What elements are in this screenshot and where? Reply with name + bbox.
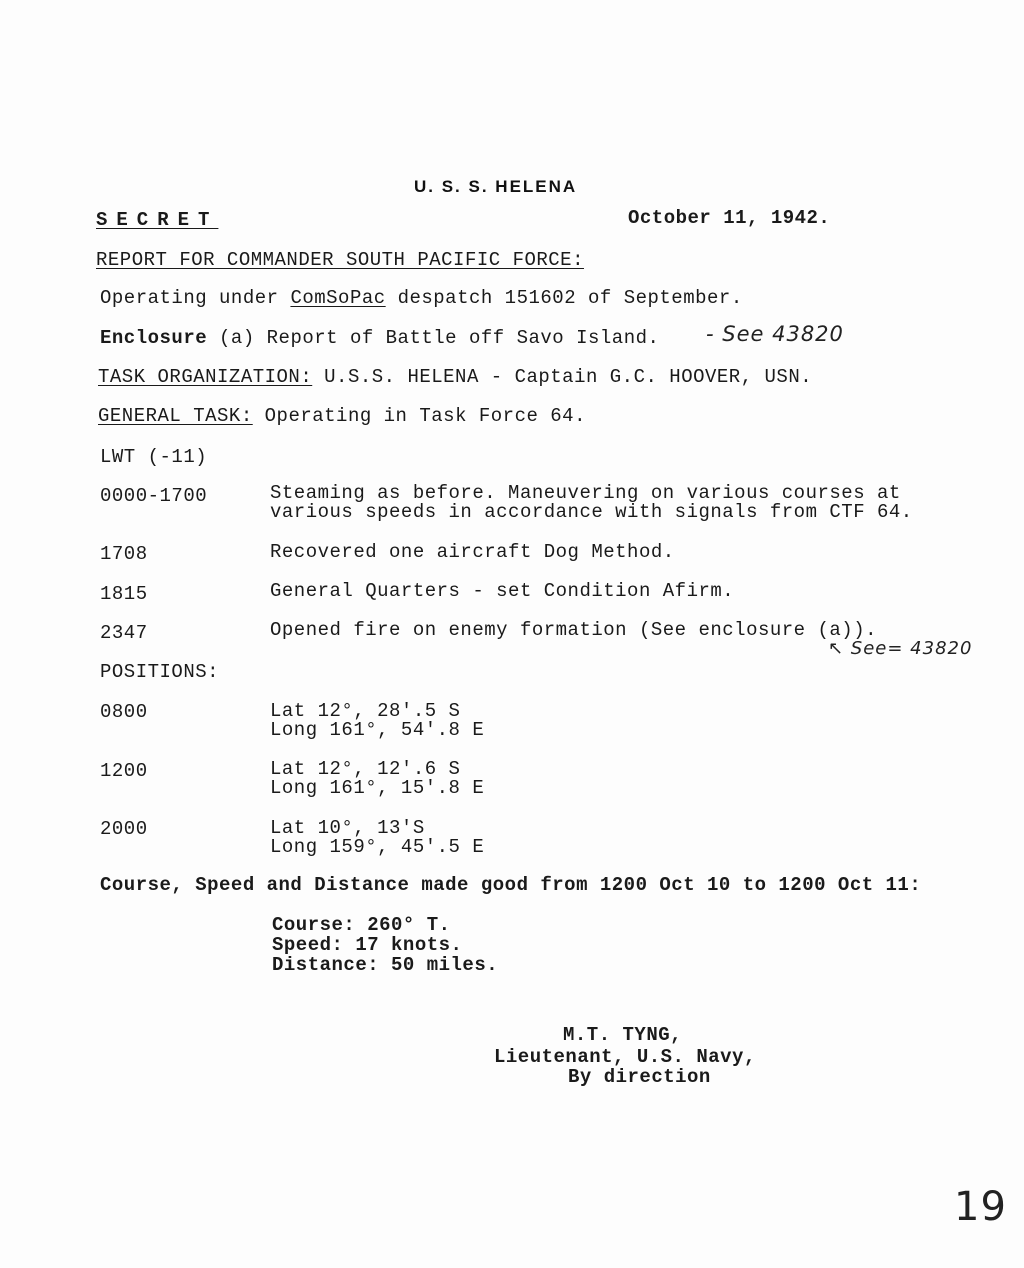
ship-title: U. S. S. HELENA <box>414 177 578 196</box>
classification-marking: SECRET <box>96 209 219 231</box>
page-number: 19 <box>954 1184 1007 1230</box>
log-time: 0000-1700 <box>100 485 208 507</box>
task-organization-label: TASK ORGANIZATION: <box>98 366 313 388</box>
enclosure-label: Enclosure <box>100 327 208 349</box>
operating-suffix: despatch 151602 of September. <box>397 287 743 309</box>
position-long: Long 159°, 45'.5 E <box>270 836 485 858</box>
position-lat: Lat 12°, 12'.6 S <box>270 758 461 780</box>
distance-value: Distance: 50 miles. <box>272 954 499 976</box>
signature-authority: By direction <box>568 1066 711 1088</box>
document-date: October 11, 1942. <box>628 207 831 229</box>
enclosure-line <box>100 327 659 349</box>
handwritten-reference: ↖ See= 43820 <box>828 638 973 659</box>
general-task-label: GENERAL TASK: <box>98 405 253 427</box>
log-time: 1815 <box>100 583 148 605</box>
speed-value: Speed: 17 knots. <box>272 934 463 956</box>
position-long: Long 161°, 54'.8 E <box>270 719 485 741</box>
operating-authority: ComSoPac <box>290 287 386 309</box>
task-organization-text: U.S.S. HELENA - Captain G.C. HOOVER, USN. <box>324 366 813 388</box>
log-time: 2347 <box>100 622 148 644</box>
position-time: 1200 <box>100 760 148 782</box>
operating-line <box>100 287 743 309</box>
enclosure-text: (a) Report of Battle off Savo Island. <box>219 327 660 349</box>
task-organization-line <box>98 366 812 388</box>
operating-prefix: Operating under <box>100 287 279 309</box>
time-zone: LWT (-11) <box>100 446 208 468</box>
position-time: 2000 <box>100 818 148 840</box>
position-time: 0800 <box>100 701 148 723</box>
positions-label: POSITIONS: <box>100 661 220 683</box>
general-task-text: Operating in Task Force 64. <box>264 405 586 427</box>
log-text: General Quarters - set Condition Afirm. <box>270 580 735 602</box>
course-summary-heading: Course, Speed and Distance made good from 1200 Oct 10 to 1200 Oct 11: <box>100 874 922 896</box>
log-text: Recovered one aircraft Dog Method. <box>270 541 675 563</box>
report-title: REPORT FOR COMMANDER SOUTH PACIFIC FORCE: <box>96 249 584 271</box>
position-lat: Lat 10°, 13'S <box>270 817 425 839</box>
log-text: Steaming as before. Maneuvering on various courses at <box>270 482 901 504</box>
log-time: 1708 <box>100 543 148 565</box>
log-text: Opened fire on enemy formation (See enclosure (a)). <box>270 619 877 641</box>
course-value: Course: 260° T. <box>272 914 451 936</box>
signature-rank: Lieutenant, U.S. Navy, <box>494 1046 756 1068</box>
signature-name: M.T. TYNG, <box>563 1024 683 1046</box>
position-long: Long 161°, 15'.8 E <box>270 777 485 799</box>
log-text: various speeds in accordance with signals from CTF 64. <box>270 501 913 523</box>
handwritten-reference: - See 43820 <box>706 322 844 346</box>
position-lat: Lat 12°, 28'.5 S <box>270 700 461 722</box>
general-task-line <box>98 405 586 427</box>
